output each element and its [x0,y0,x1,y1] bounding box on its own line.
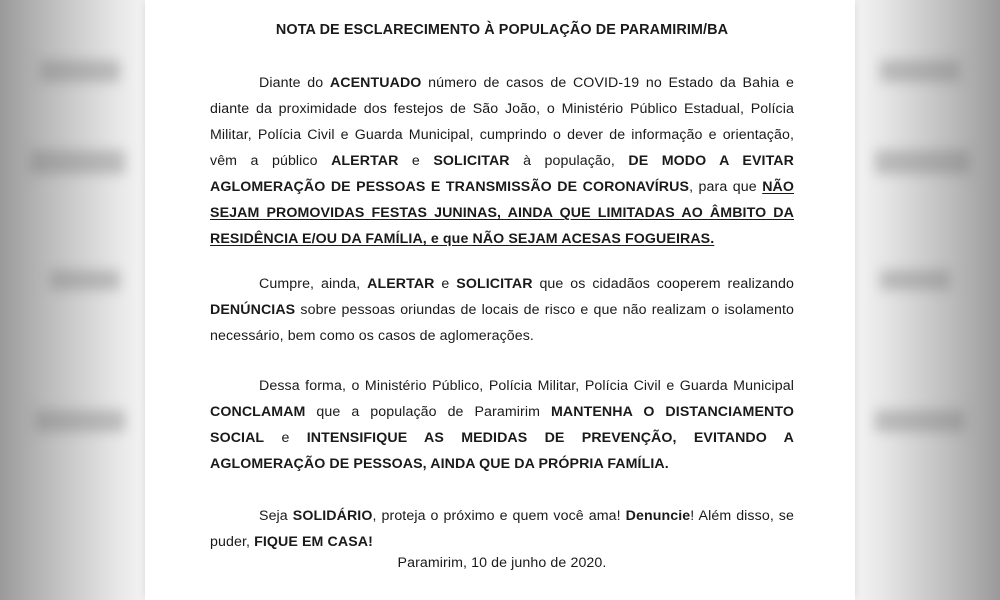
underlined-text: NÃO SEJAM PROMOVIDAS FESTAS JUNINAS, AINDA QUE LIMITADAS AO ÂMBITO DA RESIDÊNCIA E/OU DA FAMÍLIA, e que NÃO SEJAM ACESAS FOGUEIRAS. [210,179,795,247]
text: , para que [689,179,763,195]
document-title: NOTA DE ESCLARECIMENTO À POPULAÇÃO DE PARAMIRIM/BA [275,22,729,38]
blurred-text [875,410,965,432]
emphasis: SOLICITAR [456,276,533,292]
blurred-text [880,60,960,82]
blurred-text [35,410,125,432]
paragraph-solidario [210,503,794,555]
background-left [0,0,145,600]
blurred-text [40,60,120,82]
emphasis: CONCLAMAM [210,404,306,420]
paragraph-alert [210,70,794,252]
text: à população, [509,153,629,169]
text: Diante do [259,75,330,91]
blurred-text [50,270,120,290]
emphasis: ACENTUADO [329,75,422,91]
text: Dessa forma, o Ministério Público, Polícia Militar, Polícia Civil e Guarda Municipal [259,378,794,394]
emphasis: ALERTAR [331,153,399,169]
blurred-text [30,150,125,174]
text: Seja [259,508,293,524]
emphasis: SOLICITAR [433,153,510,169]
blurred-text [875,150,970,174]
emphasis: Denuncie [625,508,691,524]
background-right [855,0,1000,600]
blurred-text [880,270,950,290]
text: e [434,276,457,292]
paragraph-denuncias [210,271,794,349]
emphasis: MANTENHA O DISTANCIAMENTO SOCIAL [210,404,794,446]
text: que os cidadãos cooperem realizando [532,276,795,292]
text: Cumpre, ainda, [259,276,368,292]
document-page [145,0,855,600]
emphasis: DE MODO A EVITAR AGLOMERAÇÃO DE PESSOAS E TRANSMISSÃO DE CORONAVÍRUS [210,153,794,195]
document-date: Paramirim, 10 de junho de 2020. [397,555,607,571]
text: ! Além disso, se puder, [210,508,794,550]
emphasis: FIQUE EM CASA! [254,534,373,550]
text: e [398,153,434,169]
text: que a população de Paramirim [305,404,551,420]
paragraph-conclamam [210,373,794,477]
text: , proteja o próximo e quem você ama! [372,508,626,524]
emphasis: SOLIDÁRIO [292,508,373,524]
emphasis: ALERTAR [367,276,435,292]
emphasis: DENÚNCIAS [210,302,296,318]
emphasis: INTENSIFIQUE AS MEDIDAS DE PREVENÇÃO, EVITANDO A AGLOMERAÇÃO DE PESSOAS, AINDA QUE DA PRÓPRIA FAMÍLIA. [210,430,794,472]
text: e [264,430,307,446]
text: número de casos de COVID-19 no Estado da Bahia e diante da proximidade dos festejos de São João, o Ministério Público Estadual, Polícia Militar, Polícia Civil e Guarda Municipal, cumprindo o dever de informação e orientação, vêm a público [210,75,794,169]
text: sobre pessoas oriundas de locais de risco e que não realizam o isolamento necessário, bem como os casos de aglomerações. [210,302,794,344]
